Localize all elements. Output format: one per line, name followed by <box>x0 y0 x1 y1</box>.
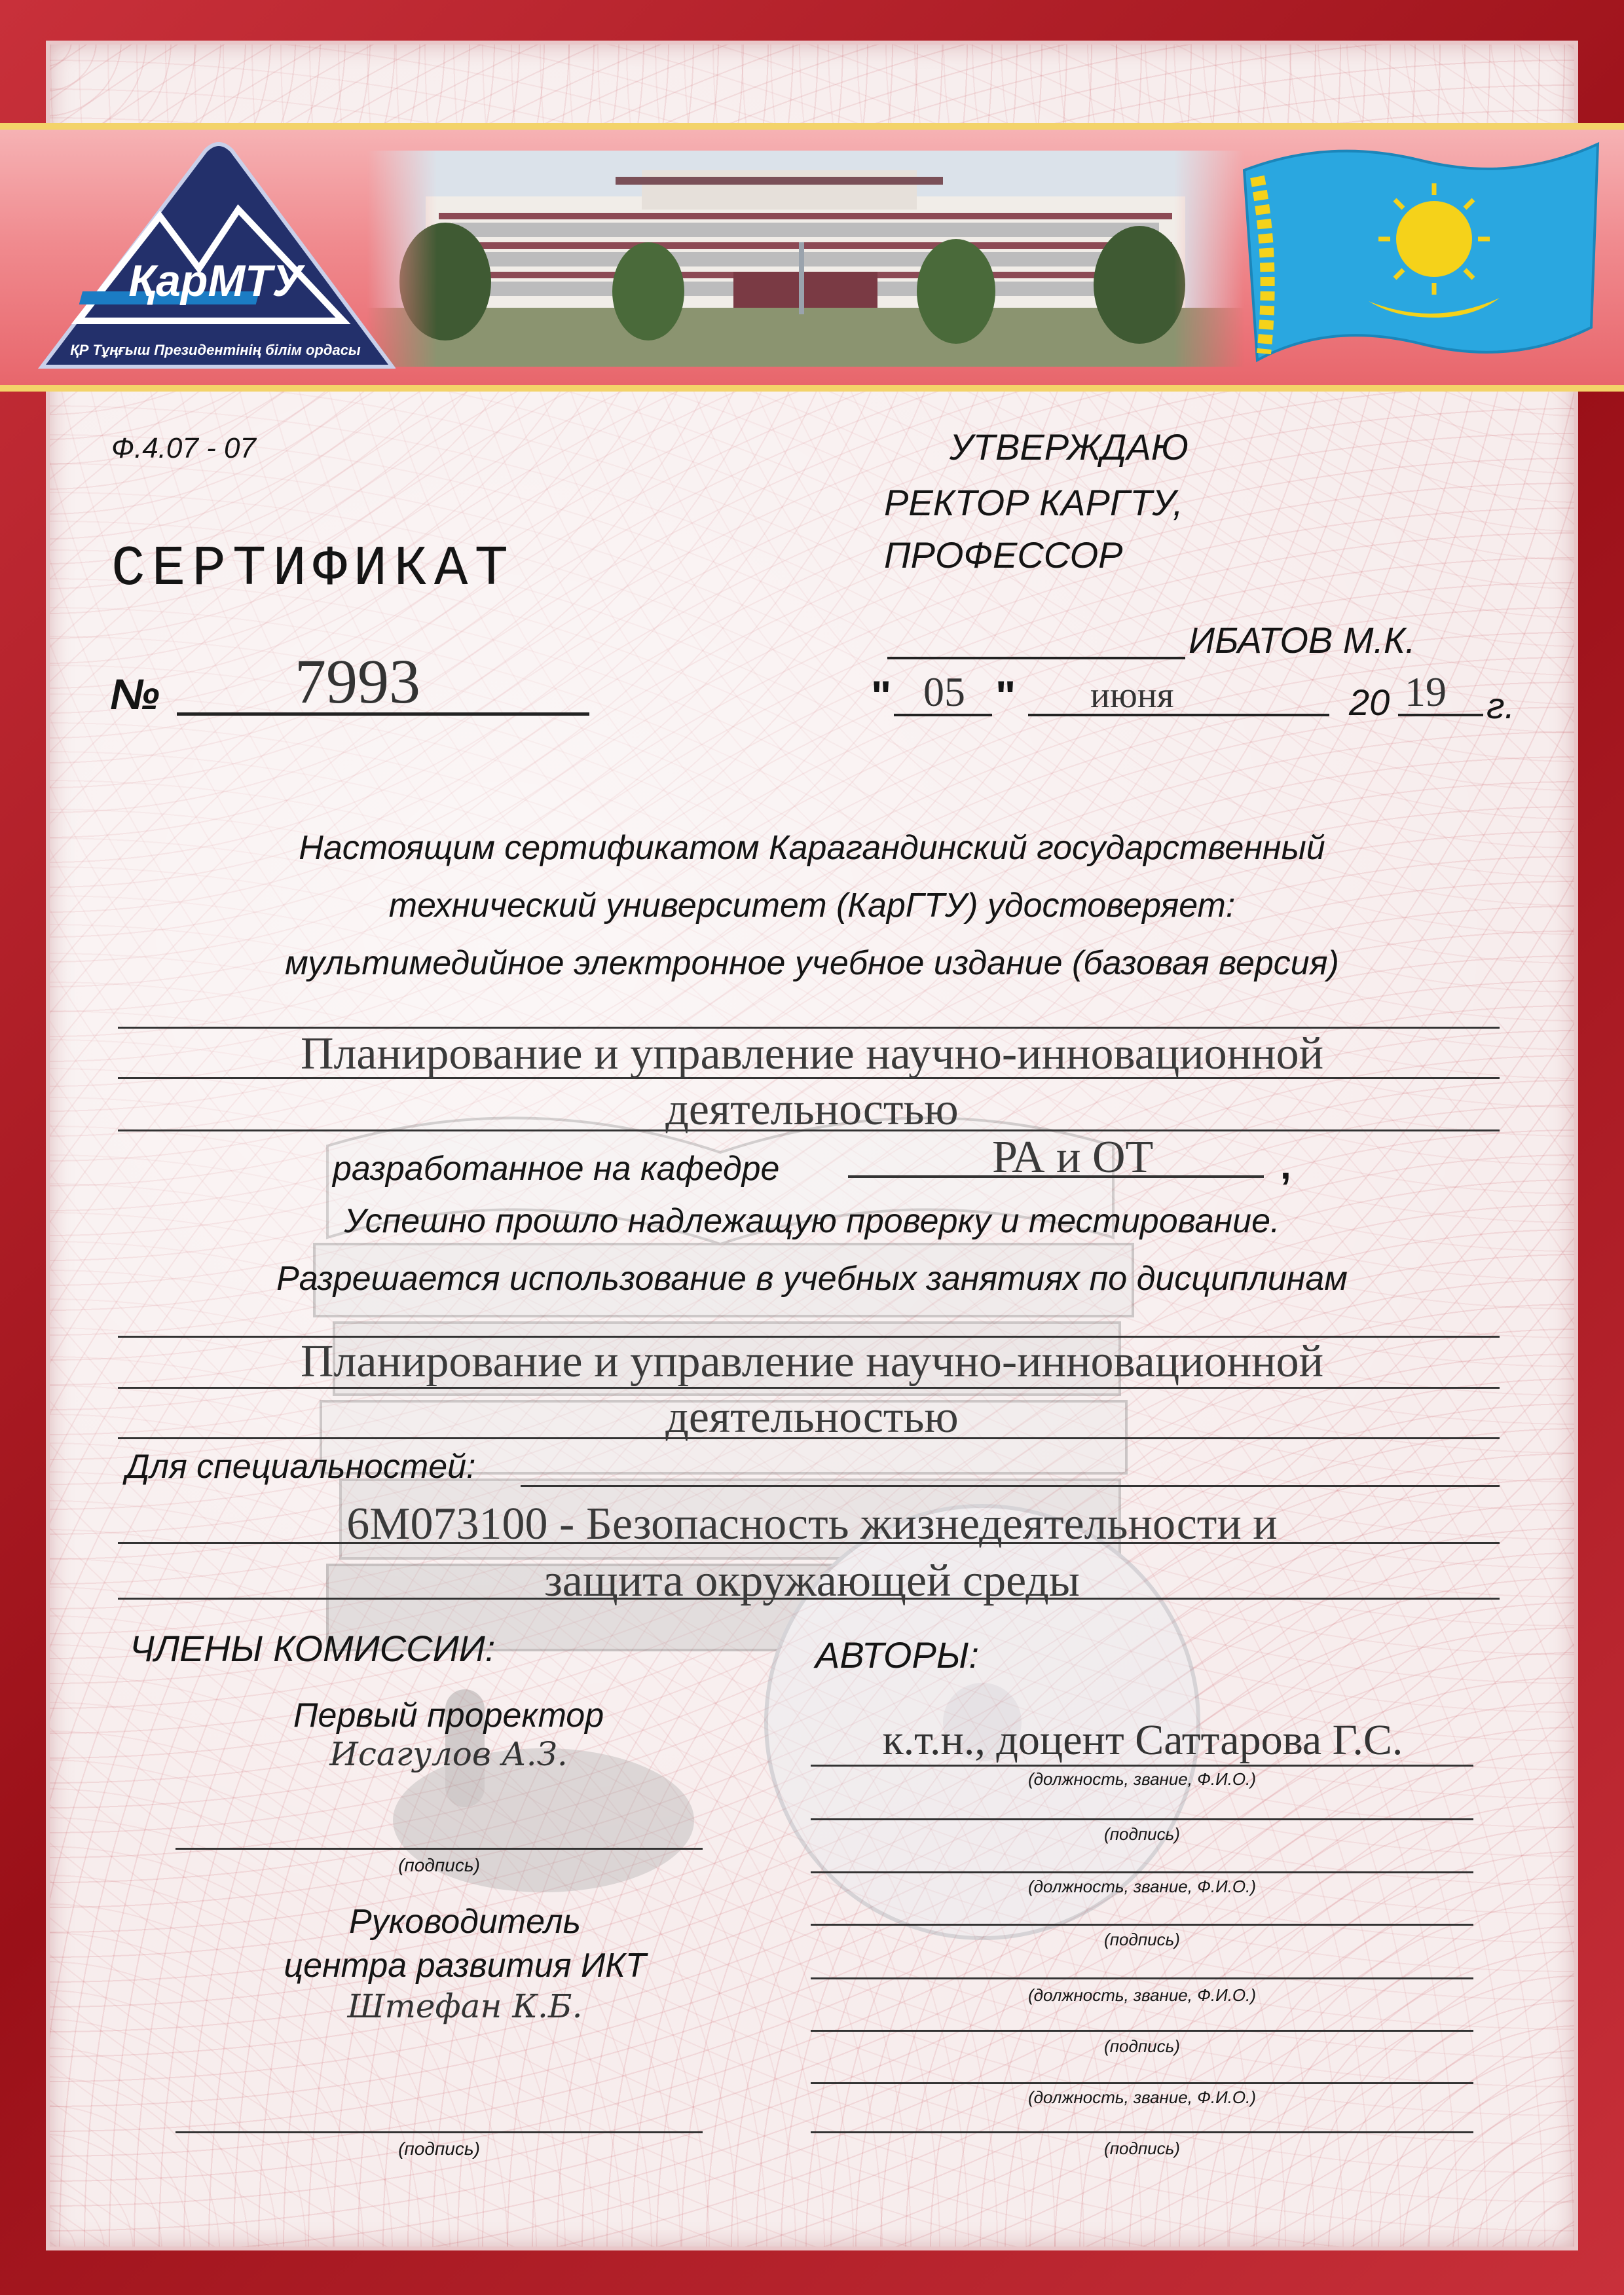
body-line-3: мультимедийное электронное учебное издание (базовая версия) <box>285 944 1339 982</box>
commission-member-2-title-1: Руководитель <box>349 1903 581 1941</box>
author-3-line <box>811 1977 1473 1979</box>
author-1: к.т.н., доцент Саттарова Г.С. <box>882 1716 1403 1764</box>
date-month: июня <box>1090 675 1174 716</box>
specialty-line-2: защита окружающей среды <box>544 1556 1080 1606</box>
author-3-signature-line <box>811 2030 1473 2032</box>
department-label: разработанное на кафедре <box>333 1150 780 1188</box>
department-value: РА и ОТ <box>992 1132 1154 1183</box>
publication-title-line-2: деятельностью <box>665 1084 959 1135</box>
date-year-line <box>1398 714 1483 716</box>
author-1-line <box>811 1765 1473 1767</box>
approval-position: РЕКТОР КАРГТУ, <box>884 482 1183 523</box>
date-year-prefix: 20 <box>1349 682 1390 723</box>
specialty-line-1: 6M073100 - Безопасность жизнедеятельности и <box>346 1499 1278 1549</box>
rector-signature-line <box>887 657 1185 659</box>
date-quote-open: " <box>871 672 892 720</box>
signature-caption: (подпись) <box>398 2139 480 2159</box>
rule <box>521 1485 1500 1487</box>
karmtu-logo <box>29 138 396 380</box>
department-comma: , <box>1280 1143 1291 1187</box>
author-2-line <box>811 1871 1473 1873</box>
body-line-2: технический университет (КарГТУ) удостоверяет: <box>388 887 1236 925</box>
discipline-line-2: деятельностью <box>665 1392 959 1442</box>
number-underline <box>177 712 589 716</box>
discipline-line-1: Планирование и управление научно-инновационной <box>300 1336 1324 1387</box>
date-day: 05 <box>923 669 965 715</box>
date-quote-close: " <box>995 672 1016 720</box>
body-line-1: Настоящим сертификатом Карагандинский государственный <box>299 829 1325 867</box>
commission-member-2-name: Штефан К.Б. <box>347 1987 583 2025</box>
publication-title-line-1: Планирование и управление научно-инновационной <box>300 1029 1324 1079</box>
author-1-signature-line <box>811 1818 1473 1820</box>
commission-member-1-name: Исагулов А.З. <box>329 1735 568 1773</box>
certificate-number: 7993 <box>295 646 420 716</box>
svg-text:ҚР Тұңғыш Президентінің білім: ҚР Тұңғыш Президентінің білім ордасы <box>70 342 361 358</box>
position-caption: (должность, звание, Ф.И.О.) <box>1027 1769 1257 1789</box>
author-4-line <box>811 2082 1473 2084</box>
body-line-5: Разрешается использование в учебных занятиях по дисциплинам <box>276 1260 1348 1298</box>
author-2-signature-line <box>811 1924 1473 1926</box>
form-code: Ф.4.07 - 07 <box>111 432 256 464</box>
signature-caption: (подпись) <box>1104 1824 1180 1844</box>
commission-heading: ЧЛЕНЫ КОМИССИИ: <box>130 1628 496 1669</box>
commission-member-1-title: Первый проректор <box>293 1697 604 1735</box>
approval-title: ПРОФЕССОР <box>884 534 1123 576</box>
commission-member-2-signature-line <box>175 2131 703 2133</box>
signature-caption: (подпись) <box>1104 2139 1180 2158</box>
date-year-suffix: 19 <box>1405 669 1447 715</box>
signature-caption: (подпись) <box>1104 1930 1180 1949</box>
body-line-4: Успешно прошло надлежащую проверку и тестирование. <box>344 1202 1280 1240</box>
position-caption: (должность, звание, Ф.И.О.) <box>1027 1985 1257 2005</box>
author-4-signature-line <box>811 2131 1473 2133</box>
rector-name: ИБАТОВ М.К. <box>1189 619 1416 661</box>
university-building-photo <box>367 151 1244 367</box>
date-year-unit: г. <box>1486 685 1515 726</box>
position-caption: (должность, звание, Ф.И.О.) <box>1027 2087 1257 2107</box>
number-sign: № <box>110 670 160 718</box>
signature-caption: (подпись) <box>398 1855 480 1875</box>
date-month-line <box>1028 714 1329 716</box>
authors-heading: АВТОРЫ: <box>815 1634 980 1676</box>
svg-text:ҚарМТУ: ҚарМТУ <box>128 256 303 306</box>
commission-member-1-signature-line <box>175 1848 703 1850</box>
kazakhstan-flag-icon <box>1238 131 1604 386</box>
position-caption: (должность, звание, Ф.И.О.) <box>1027 1877 1257 1896</box>
signature-caption: (подпись) <box>1104 2036 1180 2056</box>
approval-heading: УТВЕРЖДАЮ <box>950 426 1189 468</box>
date-day-line <box>894 714 992 716</box>
certificate-title: СЕРТИФИКАТ <box>111 537 515 601</box>
commission-member-2-title-2: центра развития ИКТ <box>284 1947 646 1985</box>
specialty-label: Для специальностей: <box>126 1448 476 1486</box>
